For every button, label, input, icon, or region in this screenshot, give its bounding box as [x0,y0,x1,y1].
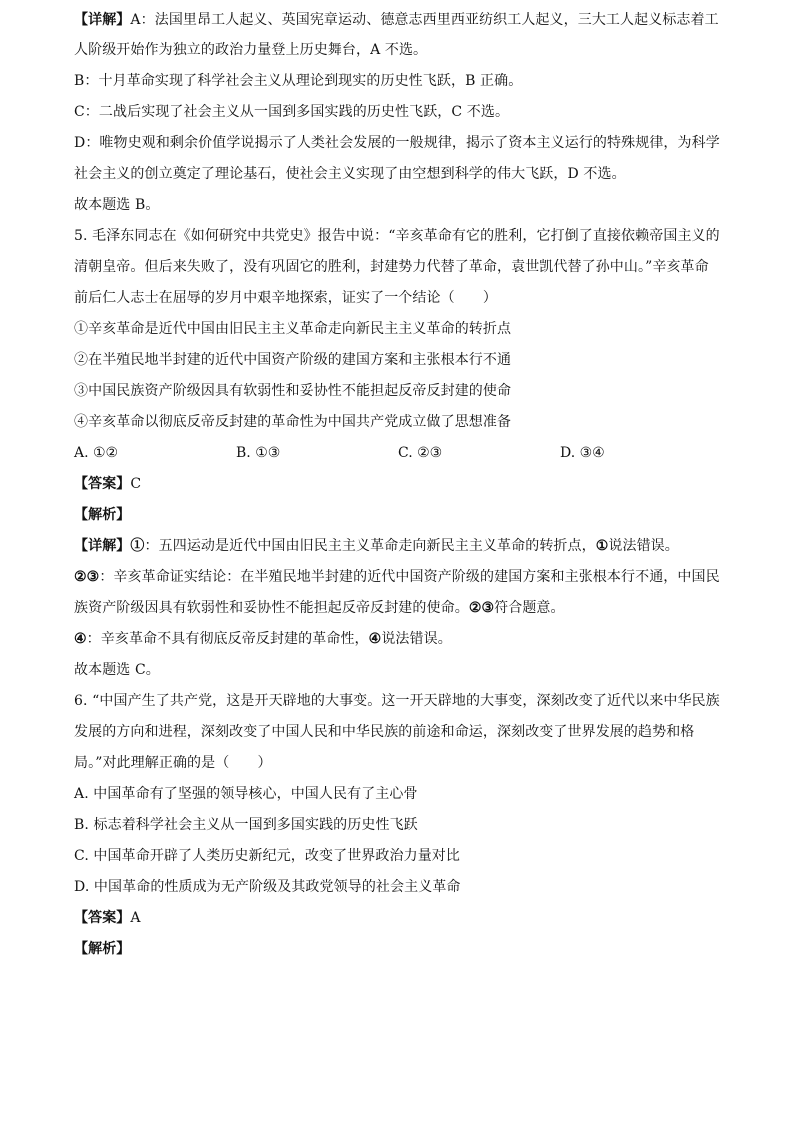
q6-option-a: A. 中国革命有了坚强的领导核心，中国人民有了主心骨 [74,786,418,802]
q5-item-2: ②在半殖民地半封建的近代中国资产阶级的建国方案和主张根本行不通 [74,352,512,368]
answer-value: C [130,476,142,492]
q5-stem-line-1: 5. 毛泽东同志在《如何研究中共党史》报告中说：“辛亥革命有它的胜利，它打倒了直接依赖帝国主义的 [74,228,720,244]
q4-detail-line-b: B：十月革命实现了科学社会主义从理论到现实的历史性飞跃，B 正确。 [74,73,523,89]
q6-option-b: B. 标志着科学社会主义从一国到多国实践的历史性飞跃 [74,817,418,833]
q5-detail-line-1: 【详解】①：五四运动是近代中国由旧民主主义革命走向新民主主义革命的转折点，①说法错误。 [74,538,679,554]
q5-item-4: ④辛亥革命以彻底反帝反封建的革命性为中国共产党成立做了思想准备 [74,414,512,430]
q6-stem-line-3: 局。”对此理解正确的是（ ） [74,755,272,771]
q5-analysis-tag: 【解析】 [74,507,131,523]
q5-detail-line-3: 族资产阶级因具有软弱性和妥协性不能担起反帝反封建的使命。②③符合题意。 [74,600,565,616]
q6-analysis-tag: 【解析】 [74,941,131,957]
answer-tag: 【答案】 [74,476,131,492]
detail-tag: 【详解】 [74,538,131,554]
q6-answer [74,908,724,928]
q5-item-1: ①辛亥革命是近代中国由旧民主主义革命走向新民主主义革命的转折点 [74,321,512,337]
q6-stem-line-1: 6. “中国产生了共产党，这是开天辟地的大事变。这一开天辟地的大事变，深刻改变了近代以来中华民族 [74,693,720,709]
q5-option-d: D. ③④ [560,445,605,461]
q5-item-3: ③中国民族资产阶级因具有软弱性和妥协性不能担起反帝反封建的使命 [74,383,512,399]
q6-option-c: C. 中国革命开辟了人类历史新纪元，改变了世界政治力量对比 [74,848,461,864]
q6-stem-line-2: 发展的方向和进程，深刻改变了中国人民和中华民族的前途和命运，深刻改变了世界发展的趋势和格 [74,724,695,740]
q4-detail-line-a1: 【详解】A：法国里昂工人起义、英国宪章运动、德意志西里西亚纺织工人起义，三大工人起义标志着工 [74,12,719,28]
q5-conclusion: 故本题选 C。 [74,662,160,678]
q5-stem-line-2: 清朝皇帝。但后来失败了，没有巩固它的胜利，封建势力代替了革命，袁世凯代替了孙中山。”辛亥革命 [74,259,709,275]
q4-detail-line-a2: 人阶级开始作为独立的政治力量登上历史舞台，A 不选。 [74,42,428,58]
detail-tag: 【详解】 [74,12,131,28]
q4-detail-line-d1: D：唯物史观和剩余价值学说揭示了人类社会发展的一般规律，揭示了资本主义运行的特殊规律，为科学 [74,135,720,151]
answer-value: A [130,910,141,926]
q5-option-a: A. ①② [74,445,119,461]
q6-option-d: D. 中国革命的性质成为无产阶级及其政党领导的社会主义革命 [74,879,461,895]
q4-conclusion: 故本题选 B。 [74,197,160,213]
q5-detail-line-2: ②③：辛亥革命证实结论：在半殖民地半封建的近代中国资产阶级的建国方案和主张根本行不通，中国民 [74,569,720,585]
answer-tag: 【答案】 [74,910,131,926]
q4-detail-line-c: C：二战后实现了社会主义从一国到多国实践的历史性飞跃，C 不选。 [74,104,510,120]
q5-option-b: B. ①③ [236,445,281,461]
q5-answer [74,474,724,494]
q5-option-c: C. ②③ [398,445,443,461]
q4-detail-line-d2: 社会主义的创立奠定了理论基石，使社会主义实现了由空想到科学的伟大飞跃，D 不选。 [74,166,626,182]
q5-detail-line-4: ④：辛亥革命不具有彻底反帝反封建的革命性，④说法错误。 [74,631,452,647]
q5-stem-line-3: 前后仁人志士在屈辱的岁月中艰辛地探索，证实了一个结论（ ） [74,290,497,306]
